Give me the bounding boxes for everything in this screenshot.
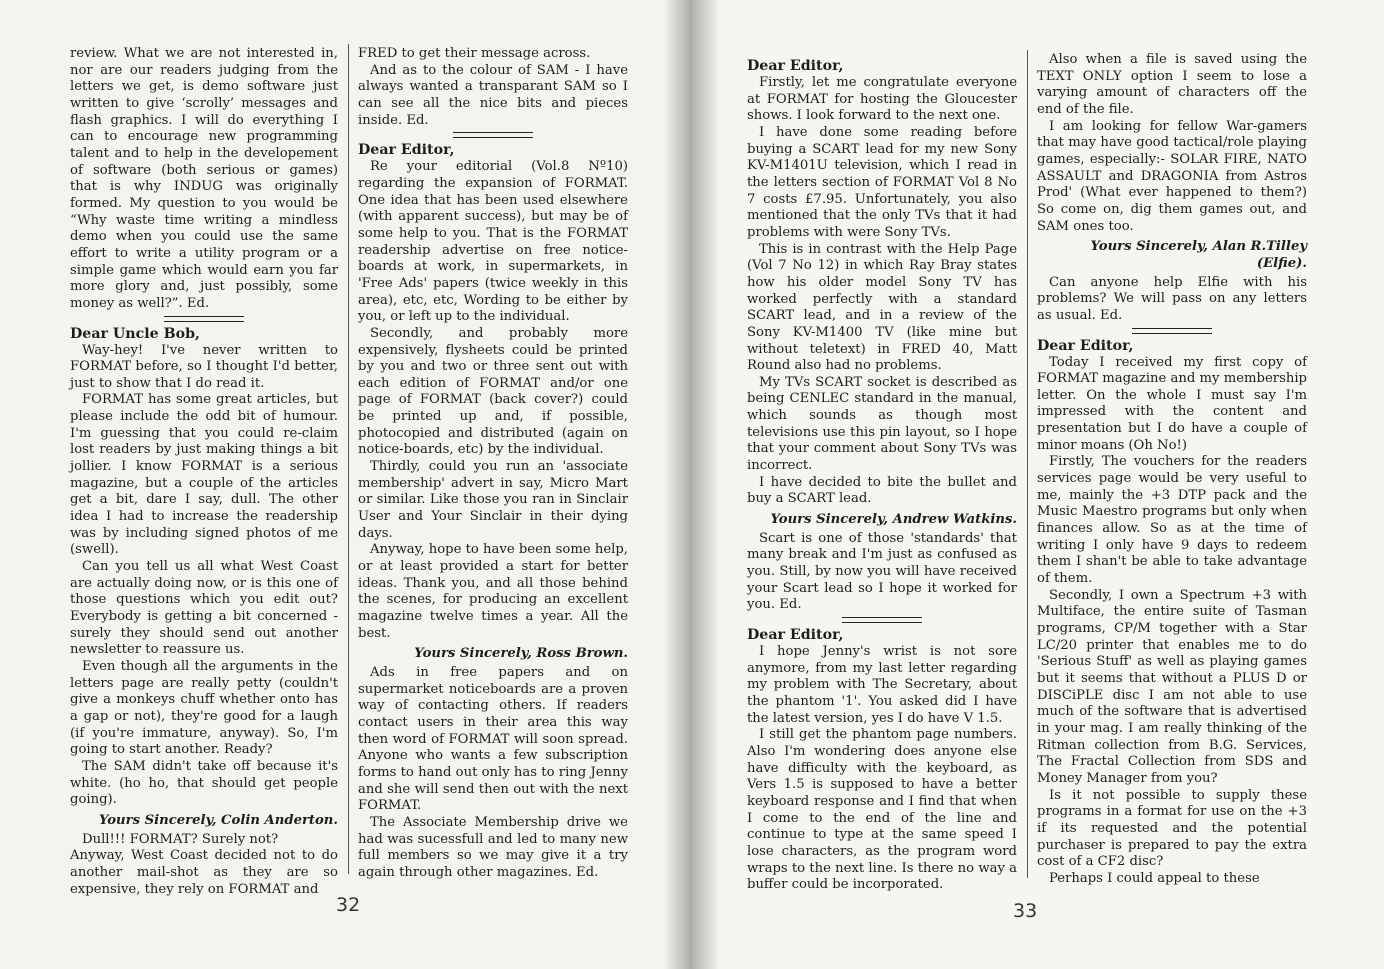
paragraph: The SAM didn't take off because it's white. (ho ho, that should get people going). <box>70 758 338 808</box>
column-divider <box>1027 50 1028 878</box>
paragraph: I have done some reading before buying a SCART lead for my new Sony KV-M1401U television, which I read in the letters section of FORMAT Vol 8 No 7 costs £7.95. Unfortunately, you also mentioned that the only TVs that it had problems with were Sony TVs. <box>747 124 1017 240</box>
letter-signature: Yours Sincerely, Alan R.Tilley (Elfie). <box>1090 239 1307 271</box>
right-column-1 <box>747 55 1017 893</box>
letter-salutation: Dear Editor, <box>747 627 844 643</box>
paragraph: Anyway, West Coast decided not to do another mail-shot as they are so expensive, they rely on FORMAT and <box>70 848 338 897</box>
gutter-shadow <box>664 0 690 969</box>
paragraph: Can anyone help Elfie with his problems? We will pass on any letters as usual. Ed. <box>1037 274 1307 323</box>
section-divider <box>164 316 244 322</box>
section-divider <box>453 132 533 138</box>
paragraph: And as to the colour of SAM - I have always wanted a transparant SAM so I can see all the nice bits and pieces inside. Ed. <box>358 62 628 128</box>
paragraph: Perhaps I could appeal to these <box>1049 870 1260 886</box>
paragraph: I have decided to bite the bullet and buy a SCART lead. <box>747 474 1017 507</box>
letter-signature: Yours Sincerely, Colin Anderton. <box>98 812 338 828</box>
page-number: 32 <box>336 894 361 916</box>
paragraph: This is in contrast with the Help Page (Vol 7 No 12) in which Ray Bray states how his older model Sony TV has worked perfectly with a standard SCART lead, and in a review of the Sony KV-M1400 TV (like mine but without teletext) in FRED 40, Matt Round also had no problems. <box>747 241 1017 374</box>
paragraph: I am looking for fellow War-gamers that may have good tactical/role playing games, especially:- SOLAR FIRE, NATO ASSAULT and DRAGONIA from Astros Prod' (What ever happened to them?) So come on, dig them games out, and SAM ones too. <box>1037 118 1307 234</box>
paragraph: My TVs SCART socket is described as being CENLEC standard in the manual, which sounds as though most televisions use this pin layout, so I hope that your comment about Sony TVs was incorrect. <box>747 374 1017 474</box>
letter-signature: Yours Sincerely, Ross Brown. <box>414 646 628 662</box>
paragraph: Firstly, let me congratulate everyone at FORMAT for hosting the Gloucester shows. I look forward to the next one. <box>747 75 1017 124</box>
paragraph: Firstly, The vouchers for the readers services page would be very useful to me, mainly the +3 DTP pack and the Music Maestro programs but only when finances allow. So as at the time of writing I only have 9 days to redeem them I shan't be able to take advantage of them. <box>1037 454 1307 587</box>
letter-signature: Yours Sincerely, Andrew Watkins. <box>770 512 1017 528</box>
left-column-1 <box>70 46 338 897</box>
paragraph: Ads in free papers and on supermarket noticeboards are a proven way of contacting others. If readers contact users in their area this way then word of FORMAT will soon spread. Anyone who wants a few subscription forms to hand out only has to ring Jenny and she will send then out with the next FORMAT. <box>358 664 628 814</box>
paragraph: I still get the phantom page numbers. Also I'm wondering does anyone else have difficulty with the keyboard, as Vers 1.5 is supposed to have a better keyboard response and I find that when I come to the end of the line and continue to type at the same speed I lose characters, as the program word wraps to the next line. Is there no way a buffer could be incorporated. <box>747 727 1017 893</box>
right-column-2 <box>1037 52 1307 886</box>
paragraph: Can you tell us all what West Coast are actually doing now, or is this one of those questions which you edit out? Everybody is getting a bit concerned - surely they should send out another newsletter to reassure us. <box>70 559 338 658</box>
left-page <box>0 0 690 969</box>
paragraph: Way-hey! I've never written to FORMAT before, so I thought I'd better, just to show that I do read it. <box>70 342 338 391</box>
paragraph: Is it not possible to supply these programs in a format for use on the +3 if its requested and the potential purchaser is prepared to pay the extra cost of a CF2 disc? <box>1037 787 1307 870</box>
letter-salutation: Dear Editor, <box>358 142 455 159</box>
paragraph: Secondly, I own a Spectrum +3 with Multiface, the entire suite of Tasman programs, CP/M together with a Star LC/20 printer that enables me to do 'Serious Stuff' as well as playing games but it seems that without a PLUS D or DISCiPLE disc I am not able to use much of the software that is advertised in your mag. I am really thinking of the Ritman collection from B.G. Services, The Fractal Collection from SDS and Money Manager from you? <box>1037 587 1307 786</box>
right-page <box>690 0 1384 969</box>
letter-salutation: Dear Editor, <box>1037 337 1134 354</box>
paragraph: I hope Jenny's wrist is not sore anymore, from my last letter regarding my problem with The Secretary, about the phantom '1'. You asked did I have the latest version, yes I do have V 1.5. <box>747 644 1017 726</box>
paragraph: Today I received my first copy of FORMAT magazine and my membership letter. On the whole I must say I'm impressed with the content and presentation but I do have a couple of minor moans (Oh No!) <box>1037 354 1307 453</box>
paragraph: Also when a file is saved using the TEXT ONLY option I seem to lose a varying amount of characters off the end of the file. <box>1037 52 1307 117</box>
section-divider <box>1132 328 1212 334</box>
letter-salutation: Dear Editor, <box>747 58 844 74</box>
left-column-2 <box>358 46 628 880</box>
paragraph: The Associate Membership drive we had was sucessfull and led to many new full members so we may give it a try again through other magazines. Ed. <box>358 814 628 880</box>
page-number: 33 <box>1013 900 1038 922</box>
letter-salutation: Dear Uncle Bob, <box>70 325 200 342</box>
paragraph: review. What we are not interested in, nor are our readers judging from the letters we get, is demo software just written to give ‘scrolly’ messages and flash graphics. I will do everything I can to encourage new programming talent and to help in the developement of software (both serious or games) that is why INDUG was originally formed. My question to you would be “Why waste time writing a mindless demo when you could use the same effort to write a utility program or a simple game which would earn you far more glory and, just possibly, some money as well?”. Ed. <box>70 46 338 311</box>
column-divider <box>348 44 349 874</box>
paragraph: Thirdly, could you run an 'associate membership' advert in say, Micro Mart or similar. Like those you ran in Sinclair User and Your Sinclair in their dying days. <box>358 459 628 541</box>
gutter-shadow <box>690 0 720 969</box>
paragraph: Even though all the arguments in the letters page are really petty (couldn't give a monkeys chuff whether onto has a gap or not), they're good for a laugh (if you're immature, anyway). So, I'm going to start another. Ready? <box>70 658 338 758</box>
section-divider <box>842 617 922 623</box>
paragraph: FORMAT has some great articles, but please include the odd bit of humour. I'm guessing that you could re-claim lost readers by just making things a bit jollier. I know FORMAT is a serious magazine, but a couple of the articles get a bit, dare I say, dull. The other idea I had to increase the readership was by including signed photos of me (swell). <box>70 392 338 558</box>
paragraph: Secondly, and probably more expensively, flysheets could be printed by you and two or three sent out with each edition of FORMAT and/or one page of FORMAT (back cover?) could be printed up and, if possible, photocopied and distributed (again on notice-boards, etc) by the individual. <box>358 325 628 458</box>
paragraph: Scart is one of those 'standards' that many break and I'm just as confused as you. Still, by now you will have received your Scart lead so I hope it worked for you. Ed. <box>747 530 1017 613</box>
paragraph: Anyway, hope to have been some help, or at least provided a start for better ideas. Thank you, and all those behind the scenes, for producing an excellent magazine twelve times a year. All the best. <box>358 542 628 641</box>
paragraph: FRED to get their message across. <box>358 46 591 61</box>
paragraph: Dull!!! FORMAT? Surely not? <box>82 831 279 847</box>
paragraph: Re your editorial (Vol.8 Nº10) regarding the expansion of FORMAT. One idea that has been used elsewhere (with apparent success), but may be of some help to you. That is the FORMAT readership advertise on free notice-boards at work, in supermarkets, in 'Free Ads' papers (twice weekly in this area), etc, etc, Wording to be either by you, or left up to the individual. <box>358 159 628 325</box>
